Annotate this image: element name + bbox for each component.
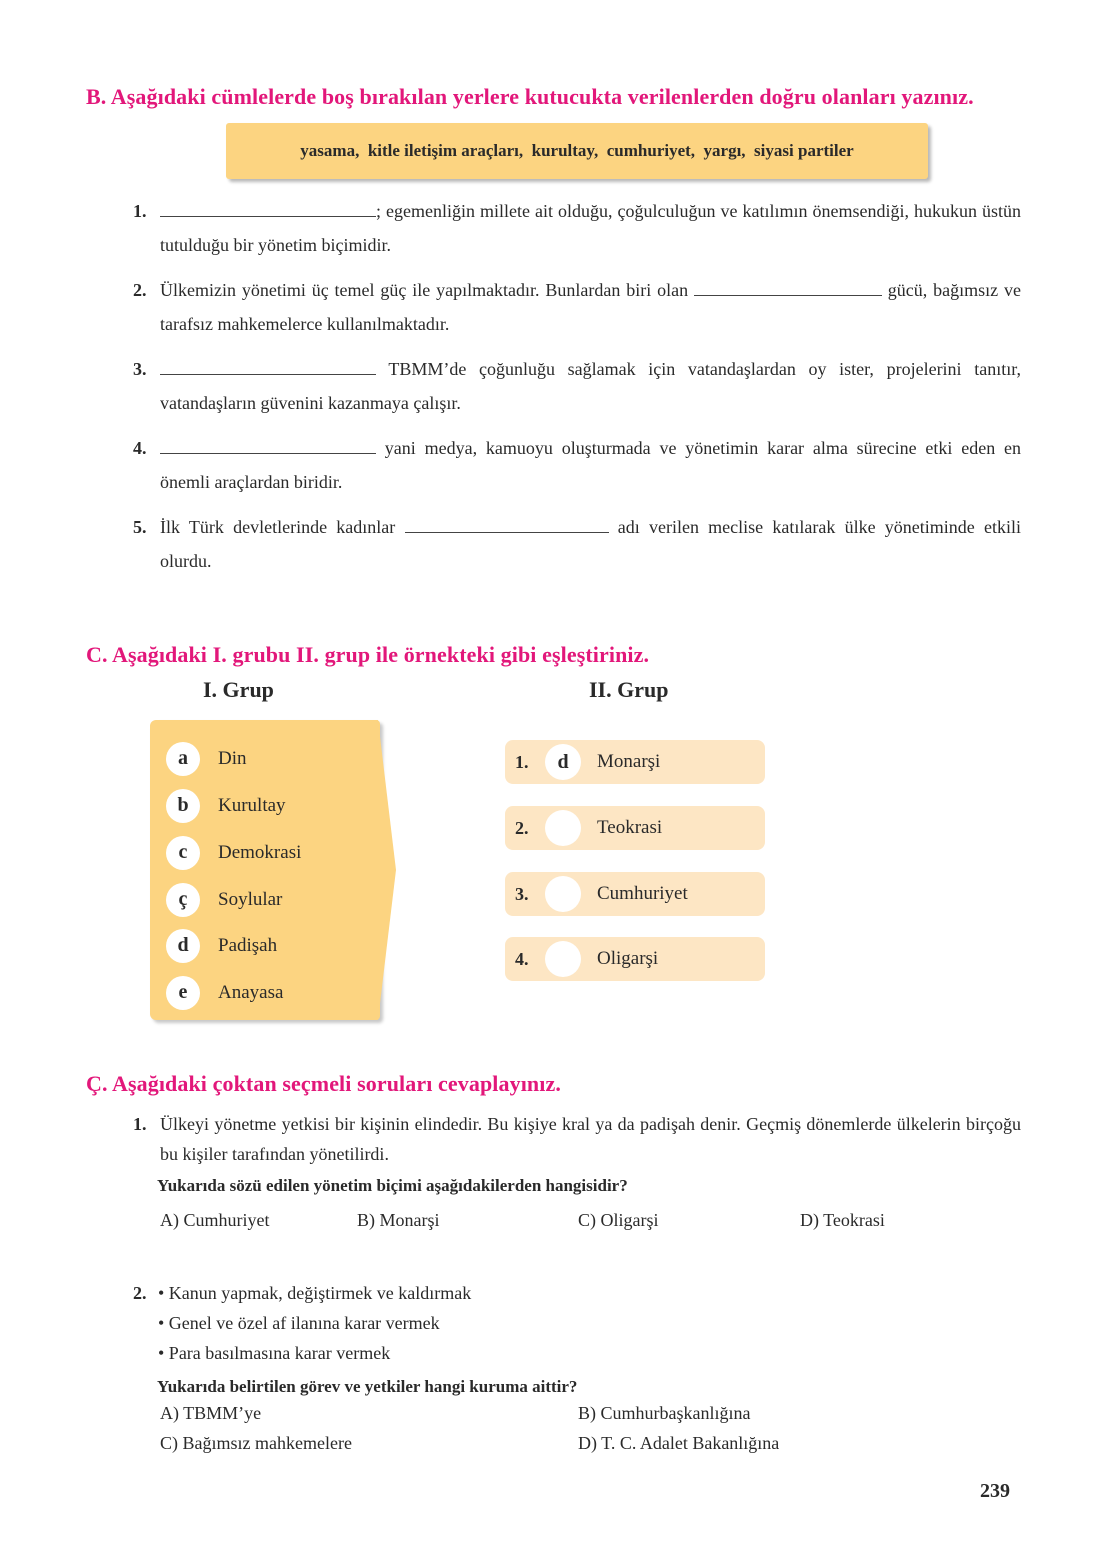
item-text: Soylular [218, 888, 283, 910]
group-1-title: I. Grup [203, 677, 274, 702]
option-d[interactable]: D) T. C. Adalet Bakanlığına [578, 1433, 780, 1453]
group-1-item [166, 829, 301, 876]
section-cc-title: Ç. Aşağıdaki çoktan seçmeli soruları cevaplayınız. [86, 1071, 561, 1096]
group-1-list [150, 735, 390, 1015]
answer-blank[interactable] [694, 279, 882, 296]
item-letter: a [166, 742, 200, 776]
fill-question-2 [133, 273, 1021, 341]
item-text: Teokrasi [597, 817, 663, 838]
option-d[interactable]: D) Teokrasi [800, 1210, 885, 1230]
answer-blank[interactable] [405, 516, 609, 533]
item-text: Padişah [218, 934, 278, 956]
page-number: 239 [980, 1480, 1010, 1502]
mc-question-1 [133, 1109, 1021, 1201]
bullet-item: • Genel ve özel af ilanına karar vermek [158, 1313, 440, 1333]
option-b[interactable]: B) Monarşi [357, 1210, 440, 1230]
item-letter: b [166, 789, 200, 823]
question-text: gücü, bağımsız ve tarafsız mahkemelerce kullanılmaktadır. [160, 280, 1021, 334]
question-number: 1. [133, 1114, 147, 1134]
question-prompt: Yukarıda sözü edilen yönetim biçimi aşağıdakilerden hangisidir? [157, 1176, 628, 1195]
answer-blank[interactable] [160, 437, 376, 454]
group-1-item [166, 922, 277, 969]
answer-circle[interactable] [545, 941, 581, 977]
bullet-item: • Para basılmasına karar vermek [158, 1343, 391, 1363]
item-text: Kurultay [218, 794, 286, 816]
item-number: 2. [515, 817, 529, 838]
question-number: 5. [133, 517, 147, 537]
item-text: Oligarşi [597, 948, 659, 969]
item-text: Demokrasi [218, 841, 302, 863]
group-1-item [166, 969, 283, 1016]
question-text: yani medya, kamuoyu oluşturmada ve yönetimin karar alma sürecine etki eden en önemli araçlardan biridir. [160, 438, 1021, 492]
group-1-item [166, 782, 286, 829]
option-a[interactable]: A) TBMM’ye [160, 1403, 262, 1423]
question-text: Ülkeyi yönetme yetkisi bir kişinin elindedir. Bu kişiye kral ya da padişah denir. Geçmiş dönemlerde ülkelerin birçoğu bu kişiler tarafından yönetilirdi. [160, 1114, 1021, 1164]
question-number: 4. [133, 438, 147, 458]
option-c[interactable]: C) Oligarşi [578, 1210, 659, 1230]
item-text: Din [218, 747, 247, 769]
group-2-title: II. Grup [589, 677, 669, 702]
option-a[interactable]: A) Cumhuriyet [160, 1210, 270, 1230]
answer-blank[interactable] [160, 358, 376, 375]
item-letter: e [166, 976, 200, 1010]
group-1-item [166, 735, 247, 782]
item-number: 3. [515, 883, 529, 904]
answer-circle[interactable]: d [545, 744, 581, 780]
question-text: adı verilen meclise katılarak ülke yönetiminde etkili olurdu. [160, 517, 1021, 571]
question-text: TBMM’de çoğunluğu sağlamak için vatandaşlardan oy ister, projelerini tanıtır, vatandaşların güvenini kazanmaya çalışır. [160, 359, 1021, 413]
group-2-item [505, 872, 765, 916]
section-c-title: C. Aşağıdaki I. grubu II. grup ile örnekteki gibi eşleştiriniz. [86, 642, 650, 667]
question-number: 2. [133, 1283, 147, 1303]
answer-circle[interactable] [545, 810, 581, 846]
question-number: 3. [133, 359, 147, 379]
item-text: Anayasa [218, 981, 284, 1003]
question-text: ; egemenliğin millete ait olduğu, çoğulculuğun ve katılımın önemsendiği, hukukun üstün tutulduğu bir yönetim biçimidir. [160, 201, 1021, 255]
answer-blank[interactable] [160, 200, 376, 217]
fill-question-4 [133, 431, 1021, 499]
fill-question-1 [133, 194, 1021, 262]
item-text: Monarşi [597, 751, 661, 772]
question-prompt: Yukarıda belirtilen görev ve yetkiler hangi kuruma aittir? [157, 1377, 578, 1396]
option-c[interactable]: C) Bağımsız mahkemelere [160, 1433, 352, 1453]
item-text: Cumhuriyet [597, 883, 688, 904]
item-number: 1. [515, 751, 529, 772]
question-text: İlk Türk devletlerinde kadınlar [160, 517, 405, 537]
fill-question-5 [133, 510, 1021, 578]
answer-circle[interactable] [545, 876, 581, 912]
option-b[interactable]: B) Cumhurbaşkanlığına [578, 1403, 751, 1423]
group-2-item [505, 937, 765, 981]
mc-question-2 [133, 1278, 1021, 1402]
group-2-item [505, 740, 765, 784]
bullet-item: • Kanun yapmak, değiştirmek ve kaldırmak [158, 1283, 472, 1303]
section-b-title: B. Aşağıdaki cümlelerde boş bırakılan yerlere kutucukta verilenlerden doğru olanları yazınız. [86, 84, 974, 109]
item-letter: d [166, 929, 200, 963]
question-number: 1. [133, 201, 147, 221]
group-2-item [505, 806, 765, 850]
fill-question-3 [133, 352, 1021, 420]
question-text: Ülkemizin yönetimi üç temel güç ile yapılmaktadır. Bunlardan biri olan [160, 280, 694, 300]
item-letter: c [166, 836, 200, 870]
item-letter: ç [166, 883, 200, 917]
item-number: 4. [515, 948, 529, 969]
question-number: 2. [133, 280, 147, 300]
word-box: yasama, kitle iletişim araçları, kurultay, cumhuriyet, yargı, siyasi partiler [226, 123, 928, 179]
group-1-item [166, 876, 282, 923]
